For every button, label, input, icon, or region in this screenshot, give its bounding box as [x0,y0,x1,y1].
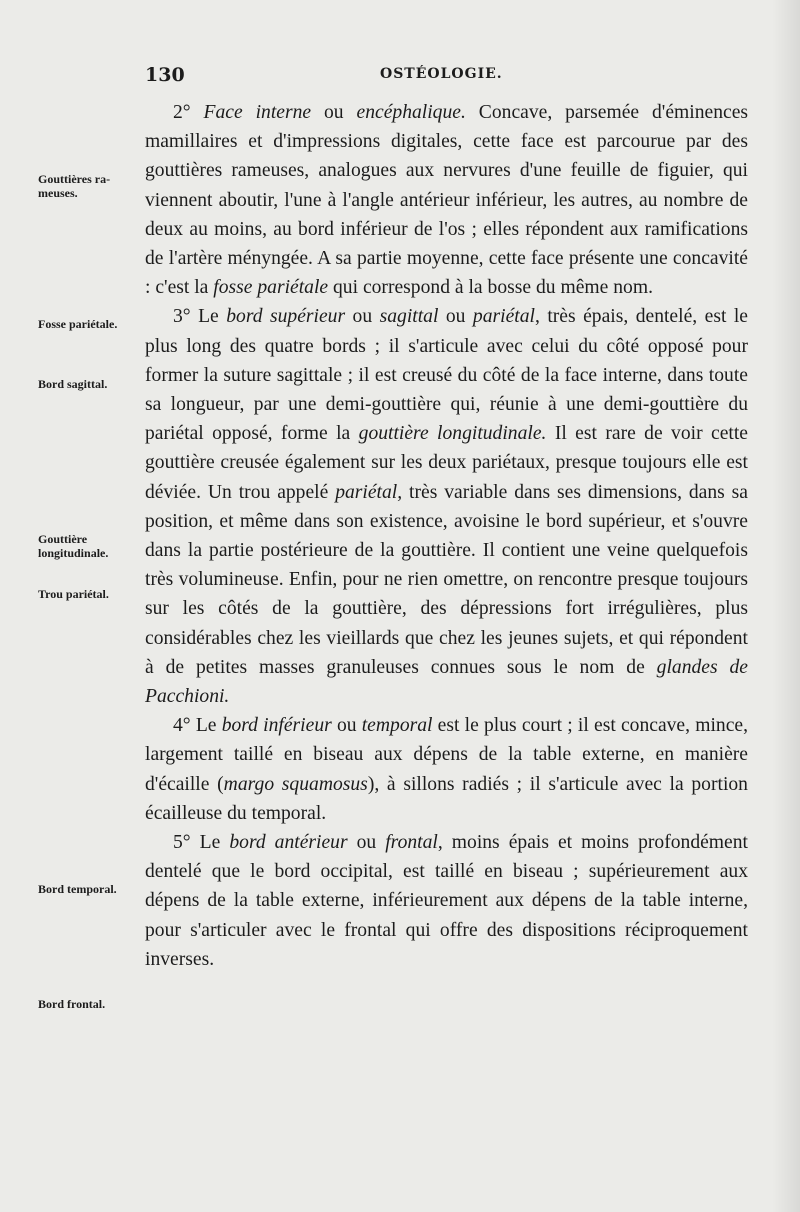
paragraph-bord-inferieur: 4° Le bord inférieur ou temporal est le plus court ; il est concave, mince, largement taillé en biseau aux dépens de la table externe, en manière d'écaille (margo squamosus), à sillons radiés ; il s'articule avec la portion écailleuse du temporal. [145,715,748,824]
page-number: 130 [145,64,185,86]
margin-note-trou-parietal: Trou pariétal. [38,587,109,601]
margin-note-bord-sagittal: Bord sagittal. [38,377,108,391]
margin-note-bord-frontal: Bord frontal. [38,997,106,1011]
page-header [145,64,745,88]
page-edge-shadow [772,0,800,1212]
margin-note-fosse-parietale: Fosse pariétale. [38,317,118,331]
paragraph-face-interne: 2° Face interne ou encéphalique. Concave, parsemée d'éminences mamillaires et d'impressions digitales, cette face est parcourue par des gouttières rameuses, analogues aux nervures d'une feuille de figuier, qui viennent aboutir, l'une à l'angle antérieur inférieur, les autres, au nombre de deux au moins, au bord inférieur de l'os ; elles répondent aux ramifications de l'artère ményngée. A sa partie moyenne, cette face présente une concavité : c'est la fosse pariétale qui correspond à la bosse du même nom. [145,102,749,299]
paragraph-bord-superieur: 3° Le bord supérieur ou sagittal ou pariétal, très épais, dentelé, est le plus long des quatre bords ; il s'articule avec celui du côté opposé pour former la suture sagittale ; il est creusé du côté de la face interne, dans toute sa longueur, par une demi-gouttière qui, réunie à une demi-gouttière du pariétal opposé, forme la gouttière longitudinale. Il est rare de voir cette gouttière creusée également sur les deux pariétaux, presque toujours elle est déviée. Un trou appelé pariétal, très variable dans ses dimensions, dans sa position, et même dans son existence, avoisine le bord supérieur, et s'ouvre dans la partie postérieure de la gouttière. Il contient une veine quelquefois très volumineuse. Enfin, pour ne rien omettre, on rencontre presque toujours sur les côtés de la gouttière, des dépressions fort irrégulières, plus considérables chez les vieillards que chez les jeunes sujets, et qui répondent à de petites masses granuleuses connues sous le nom de glandes de Pacchioni. [145,306,748,708]
margin-note-gouttiere-longitudinale: Gouttière longitudinale. [38,532,109,560]
body-text [145,98,748,974]
margin-note-gouttieres-rameuses: Gouttières ra-meuses. [38,172,111,200]
running-head: OSTÉOLOGIE. [380,66,503,82]
margin-note-bord-temporal: Bord temporal. [38,882,117,896]
paragraph-bord-anterieur: 5° Le bord antérieur ou frontal, moins épais et moins profondément dentelé que le bord occipital, est taillé en biseau ; supérieurement aux dépens de la table externe, inférieurement aux dépens de la table interne, pour s'articuler avec le frontal qui offre des dispositions réciproquement inverses. [145,832,748,970]
